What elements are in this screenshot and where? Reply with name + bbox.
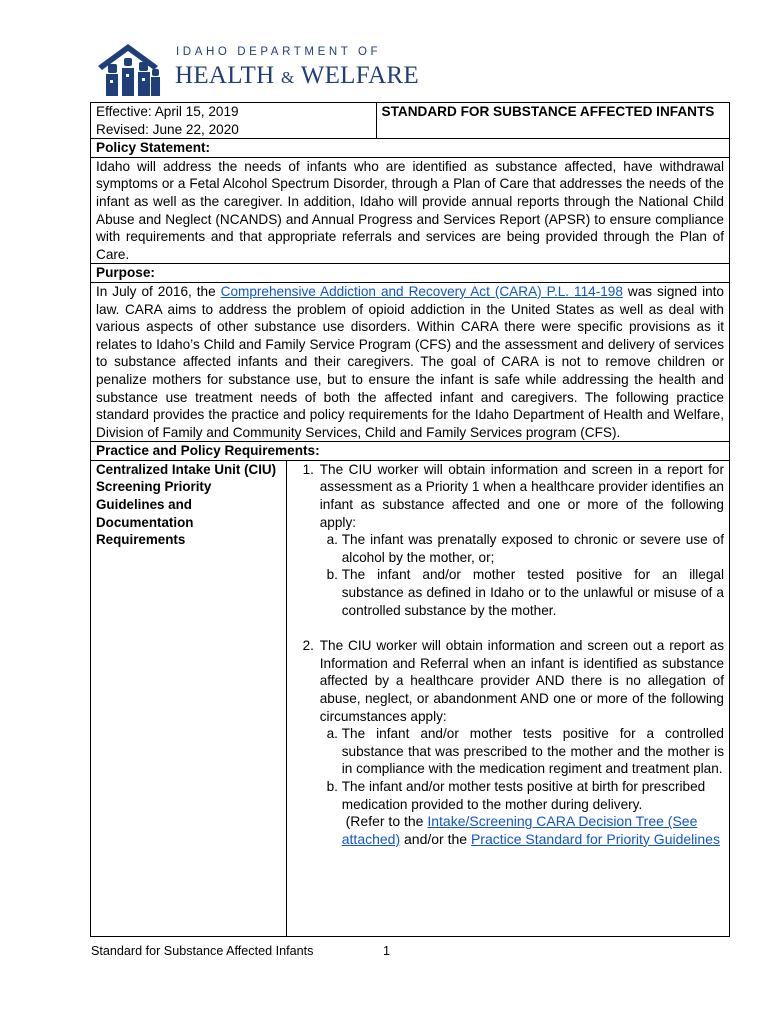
org-name-main: HEALTH & WELFARE — [175, 62, 419, 89]
header-row — [91, 103, 730, 139]
requirements-list — [292, 461, 724, 848]
idhw-logo — [96, 42, 419, 98]
list-item: a. The infant was prenatally exposed to chronic or severe use of alcohol by the mother, or; — [342, 531, 724, 566]
page-number: 1 — [383, 944, 391, 958]
list-item: b. The infant and/or mother tests positive at birth for prescribed medication provided to the mother during delivery. (Refer to the Intake/Screening CARA Decision Tree (See attached) and/or the Practice Standard for Priority Guidelines — [342, 778, 724, 848]
practice-heading: Practice and Policy Requirements: — [91, 442, 730, 461]
purpose-text: In July of 2016, the Comprehensive Addiction and Recovery Act (CARA) P.L. 114-198 was signed into law. CARA aims to address the problem of opioid addiction in the United States as well as deal with various aspects of other substance use disorders. Within CARA there were specific provisions as it relates to Idaho’s Child and Family Service Program (CFS) and the assessment and delivery of services to substance affected infants and their caregivers. The goal of CARA is not to remove children or penalize mothers for substance use, but to ensure the infant is safe while addressing the health and substance use treatment needs of both the affected infant and caregivers. The following practice standard provides the practice and policy requirements for the Idaho Department of Health and Welfare, Division of Family and Community Services, Child and Family Services program (CFS). — [91, 282, 730, 441]
dates-cell — [91, 103, 377, 139]
policy-text: Idaho will address the needs of infants who are identified as substance affected, have withdrawal symptoms or a Fetal Alcohol Spectrum Disorder, through a Plan of Care that addresses the needs of the infant as well as the caregiver. In addition, Idaho will provide annual reports through the National Child Abuse and Neglect (NCANDS) and Annual Progress and Services Report (APSR) to ensure compliance with requirements and that appropriate referrals and services are being provided through the Plan of Care. — [91, 157, 730, 264]
refer-note: (Refer to the Intake/Screening CARA Decision Tree (See attached) and/or the Practice Standard for Priority Guidelines — [341, 813, 720, 847]
document-title: STANDARD FOR SUBSTANCE AFFECTED INFANTS — [376, 103, 729, 139]
list-item: b. The infant and/or mother tested positive for an illegal substance as defined in Idaho or to the unlawful or misuse of a controlled substance by the mother. — [342, 566, 724, 619]
section-title: Centralized Intake Unit (CIU) Screening Priority Guidelines and Documentation Requirements — [91, 460, 287, 936]
policy-heading: Policy Statement: — [91, 139, 730, 158]
effective-date: Effective: April 15, 2019 — [96, 104, 239, 119]
list-item: a. The infant and/or mother tests positive for a controlled substance that was prescribed to the mother and the mother is in compliance with the medication regiment and treatment plan. — [342, 725, 724, 778]
list-item: 1. The CIU worker will obtain information and screen in a report for assessment as a Priority 1 when a healthcare provider identifies an infant as substance affected and one or more of the following apply: a. The infant was prenatally exposed to chronic or severe use of alcohol by the mother, or; b. The infant and/or mother tested positive for an illegal substance as defined in Idaho or to the unlawful or misuse of a controlled substance by the mother. — [318, 461, 724, 637]
cara-link[interactable]: Comprehensive Addiction and Recovery Act (CARA) P.L. 114-198 — [220, 283, 623, 299]
standard-table — [90, 102, 730, 937]
requirements-cell — [286, 460, 729, 936]
list-item: 2. The CIU worker will obtain information and screen out a report as Information and Referral when an infant is identified as substance affected by a healthcare provider AND there is no allegation of abuse, neglect, or abandonment AND one or more of the following circumstances apply: a. The infant and/or mother tests positive for a controlled substance that was prescribed to the mother and the mother is in compliance with the medication regiment and treatment plan. b. The infant and/or mother tests positive at birth for prescribed medication provided to the mother during delivery. (Refer to the Intake/Screening CARA Decision Tree (See attached) and/or the Practice Standard for Priority Guidelines — [318, 637, 724, 848]
revised-date: Revised: June 22, 2020 — [96, 121, 239, 137]
house-family-icon — [96, 42, 166, 98]
page-footer — [91, 944, 391, 958]
priority-guidelines-link[interactable]: Practice Standard for Priority Guidelines — [470, 830, 720, 847]
decision-tree-link[interactable]: Intake/Screening CARA Decision Tree (See attached) — [341, 813, 698, 847]
purpose-heading: Purpose: — [91, 264, 730, 283]
org-name-top: IDAHO DEPARTMENT OF — [176, 46, 382, 58]
footer-text: Standard for Substance Affected Infants — [91, 944, 314, 958]
